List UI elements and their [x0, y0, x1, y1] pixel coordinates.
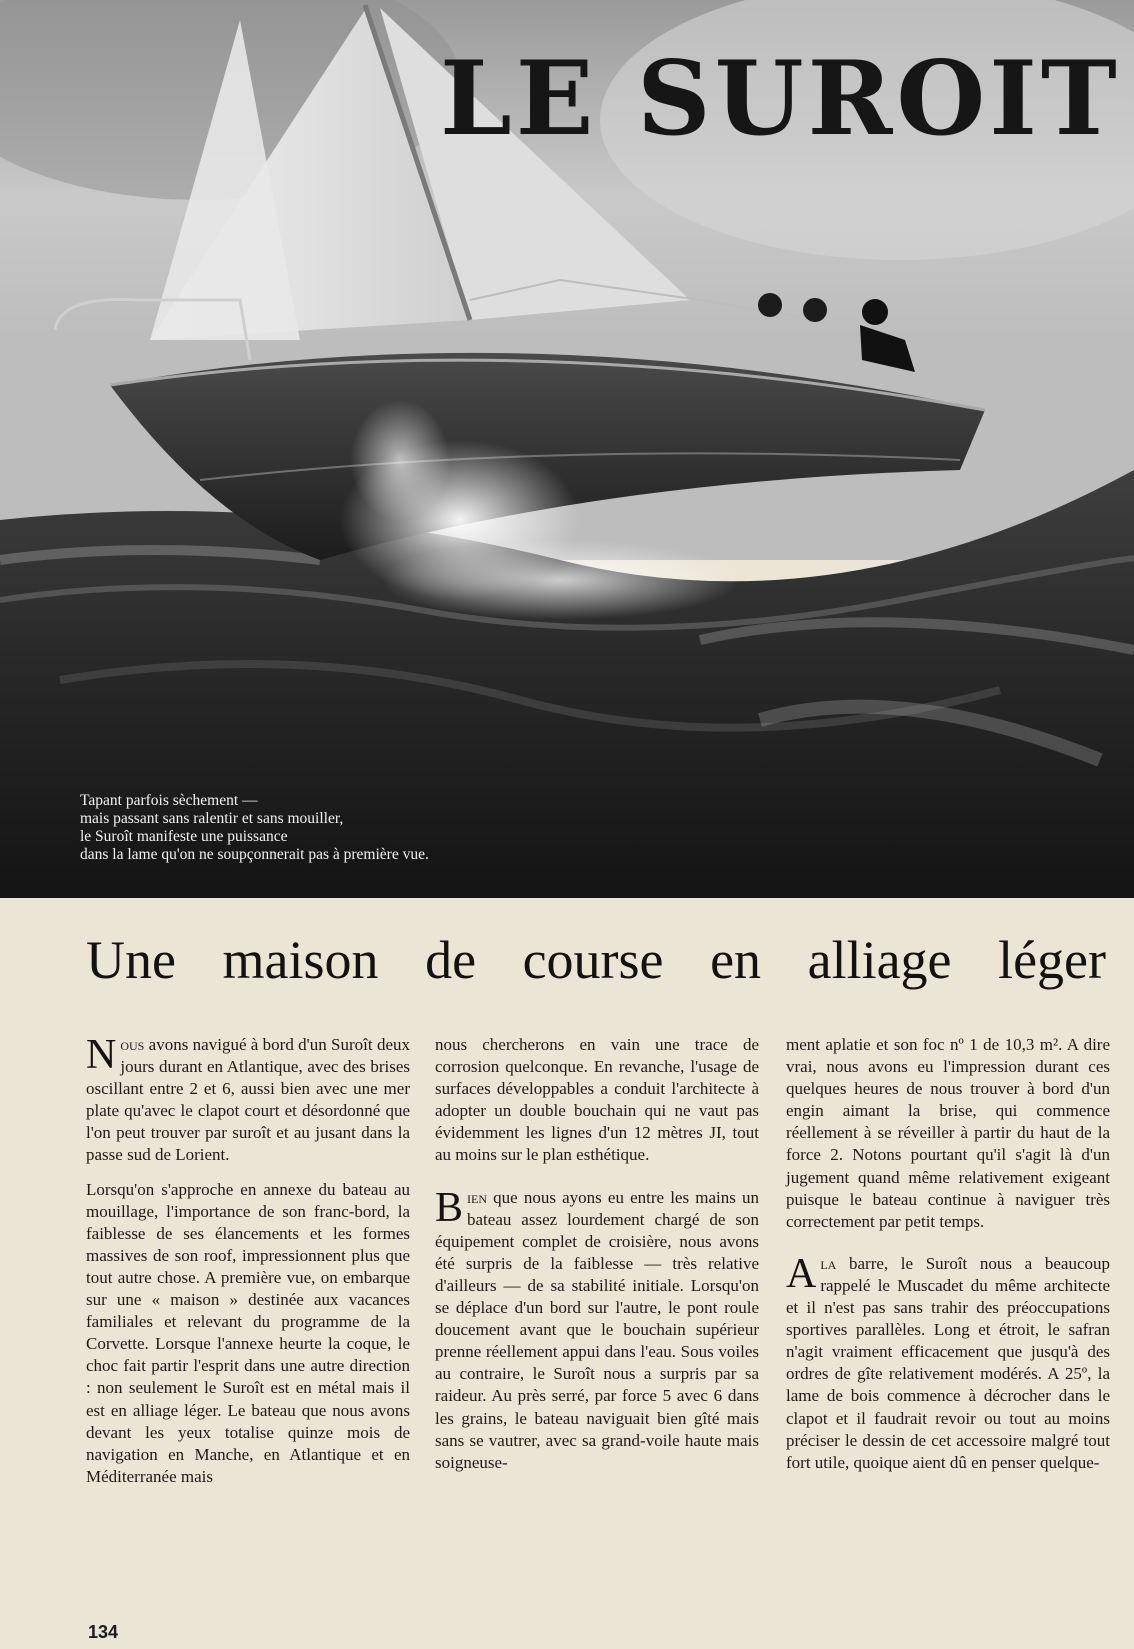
caption-line: le Suroît manifeste une puissance — [80, 828, 288, 845]
drop-cap: N — [86, 1032, 117, 1078]
paragraph — [435, 1184, 759, 1474]
photo-caption — [80, 792, 640, 864]
paragraph — [86, 1034, 410, 1167]
text-column-1 — [86, 1034, 410, 1500]
crew-member — [758, 293, 782, 317]
article-title: LE SUROIT — [440, 39, 1121, 159]
paragraph — [786, 1250, 1110, 1474]
caption-line: dans la lame qu'on ne soupçonnerait pas à première vue. — [80, 846, 429, 863]
drop-cap: A — [786, 1250, 817, 1297]
page-number: 134 — [88, 1622, 119, 1642]
caption-line: mais passant sans ralentir et sans mouiller, — [80, 810, 344, 827]
crew-member — [862, 299, 888, 325]
article-headline: Une maison de course en alliage léger — [86, 930, 1106, 990]
paragraph-text: avons navigué à bord d'un Suroît deux jours durant en Atlantique, avec des brises oscillant entre 2 et 6, aussi bien avec une mer plate qu'avec le clapot court et désordonné que l'on peut trouver par suroît et au jusant dans la passe sud de Lorient. — [86, 1035, 410, 1165]
paragraph: ment aplatie et son foc nº 1 de 10,3 m². A dire vrai, nous avons eu l'impression durant ces quelques heures de nous trouver à bord d'un engin aimant la brise, qui commence réellement à se réveiller à partir du haut de la force 2. Notons pourtant qu'il s'agit là d'un jugement quand même relativement exigeant puisque le bateau continue à naviguer très correctement par petit temps. — [786, 1035, 1110, 1231]
small-caps-lead: ien — [467, 1187, 488, 1207]
caption-line: Tapant parfois sèchement — — [80, 792, 258, 809]
text-column-3 — [786, 1034, 1110, 1486]
paragraph: nous chercherons en vain une trace de corrosion quelconque. En revanche, l'usage de surfaces développables a conduit l'architecte à adopter un double bouchain qui ne vaut pas évidemment les lignes d'un 12 mètres JI, tout au moins sur le plan esthétique. — [435, 1035, 759, 1165]
small-caps-lead: la — [820, 1253, 837, 1273]
crew-member — [803, 298, 827, 322]
drop-cap: B — [435, 1184, 464, 1231]
paragraph-text: barre, le Suroît nous a beaucoup rappelé le Muscadet du même architecte et il n'est pas sans trahir des préoccupations sportives parallèles. Long et étroit, le safran n'agit vraiment efficacement que jusqu'à des ordres de gîte relativement modérés. A 25º, la lame de bois commence à décrocher dans le clapot et il faudrait revoir ou tout au moins préciser le dessin de cet accessoire malgré tout fort utile, quoique aient dû en penser quelque- — [786, 1253, 1110, 1472]
paragraph: Lorsqu'on s'approche en annexe du bateau au mouillage, l'importance de son franc-bord, la faiblesse de ses élancements et les formes massives de son roof, impressionnent plus que tout autre chose. A première vue, on embarque sur une « maison » destinée aux vacances familiales et relevant du programme de la Corvette. Lorsque l'annexe heurte la coque, le choc fait partir l'esprit dans une autre direction : non seulement le Suroît est en métal mais il est en alliage léger. Le bateau que nous avons devant les yeux totalise quinze mois de navigation en Manche, en Atlantique et en Méditerranée mais — [86, 1179, 410, 1486]
text-column-2 — [435, 1034, 759, 1486]
small-caps-lead: ous — [120, 1035, 145, 1054]
paragraph-text: que nous ayons eu entre les mains un bateau assez lourdement chargé de son équipement complet de croisière, nous avons été surpris de la faiblesse — très relative d'ailleurs — de sa stabilité initiale. Lorsqu'on se déplace d'un bord sur l'autre, le pont roule doucement avant que le bouchain supérieur prenne réellement appui dans l'eau. Sous voiles au contraire, le Suroît nous a surpris par sa raideur. Au près serré, par force 5 avec 6 dans les grains, le bateau naviguait bien gîté mais sans se vautrer, avec sa grand-voile haute mais soigneuse- — [435, 1187, 759, 1472]
